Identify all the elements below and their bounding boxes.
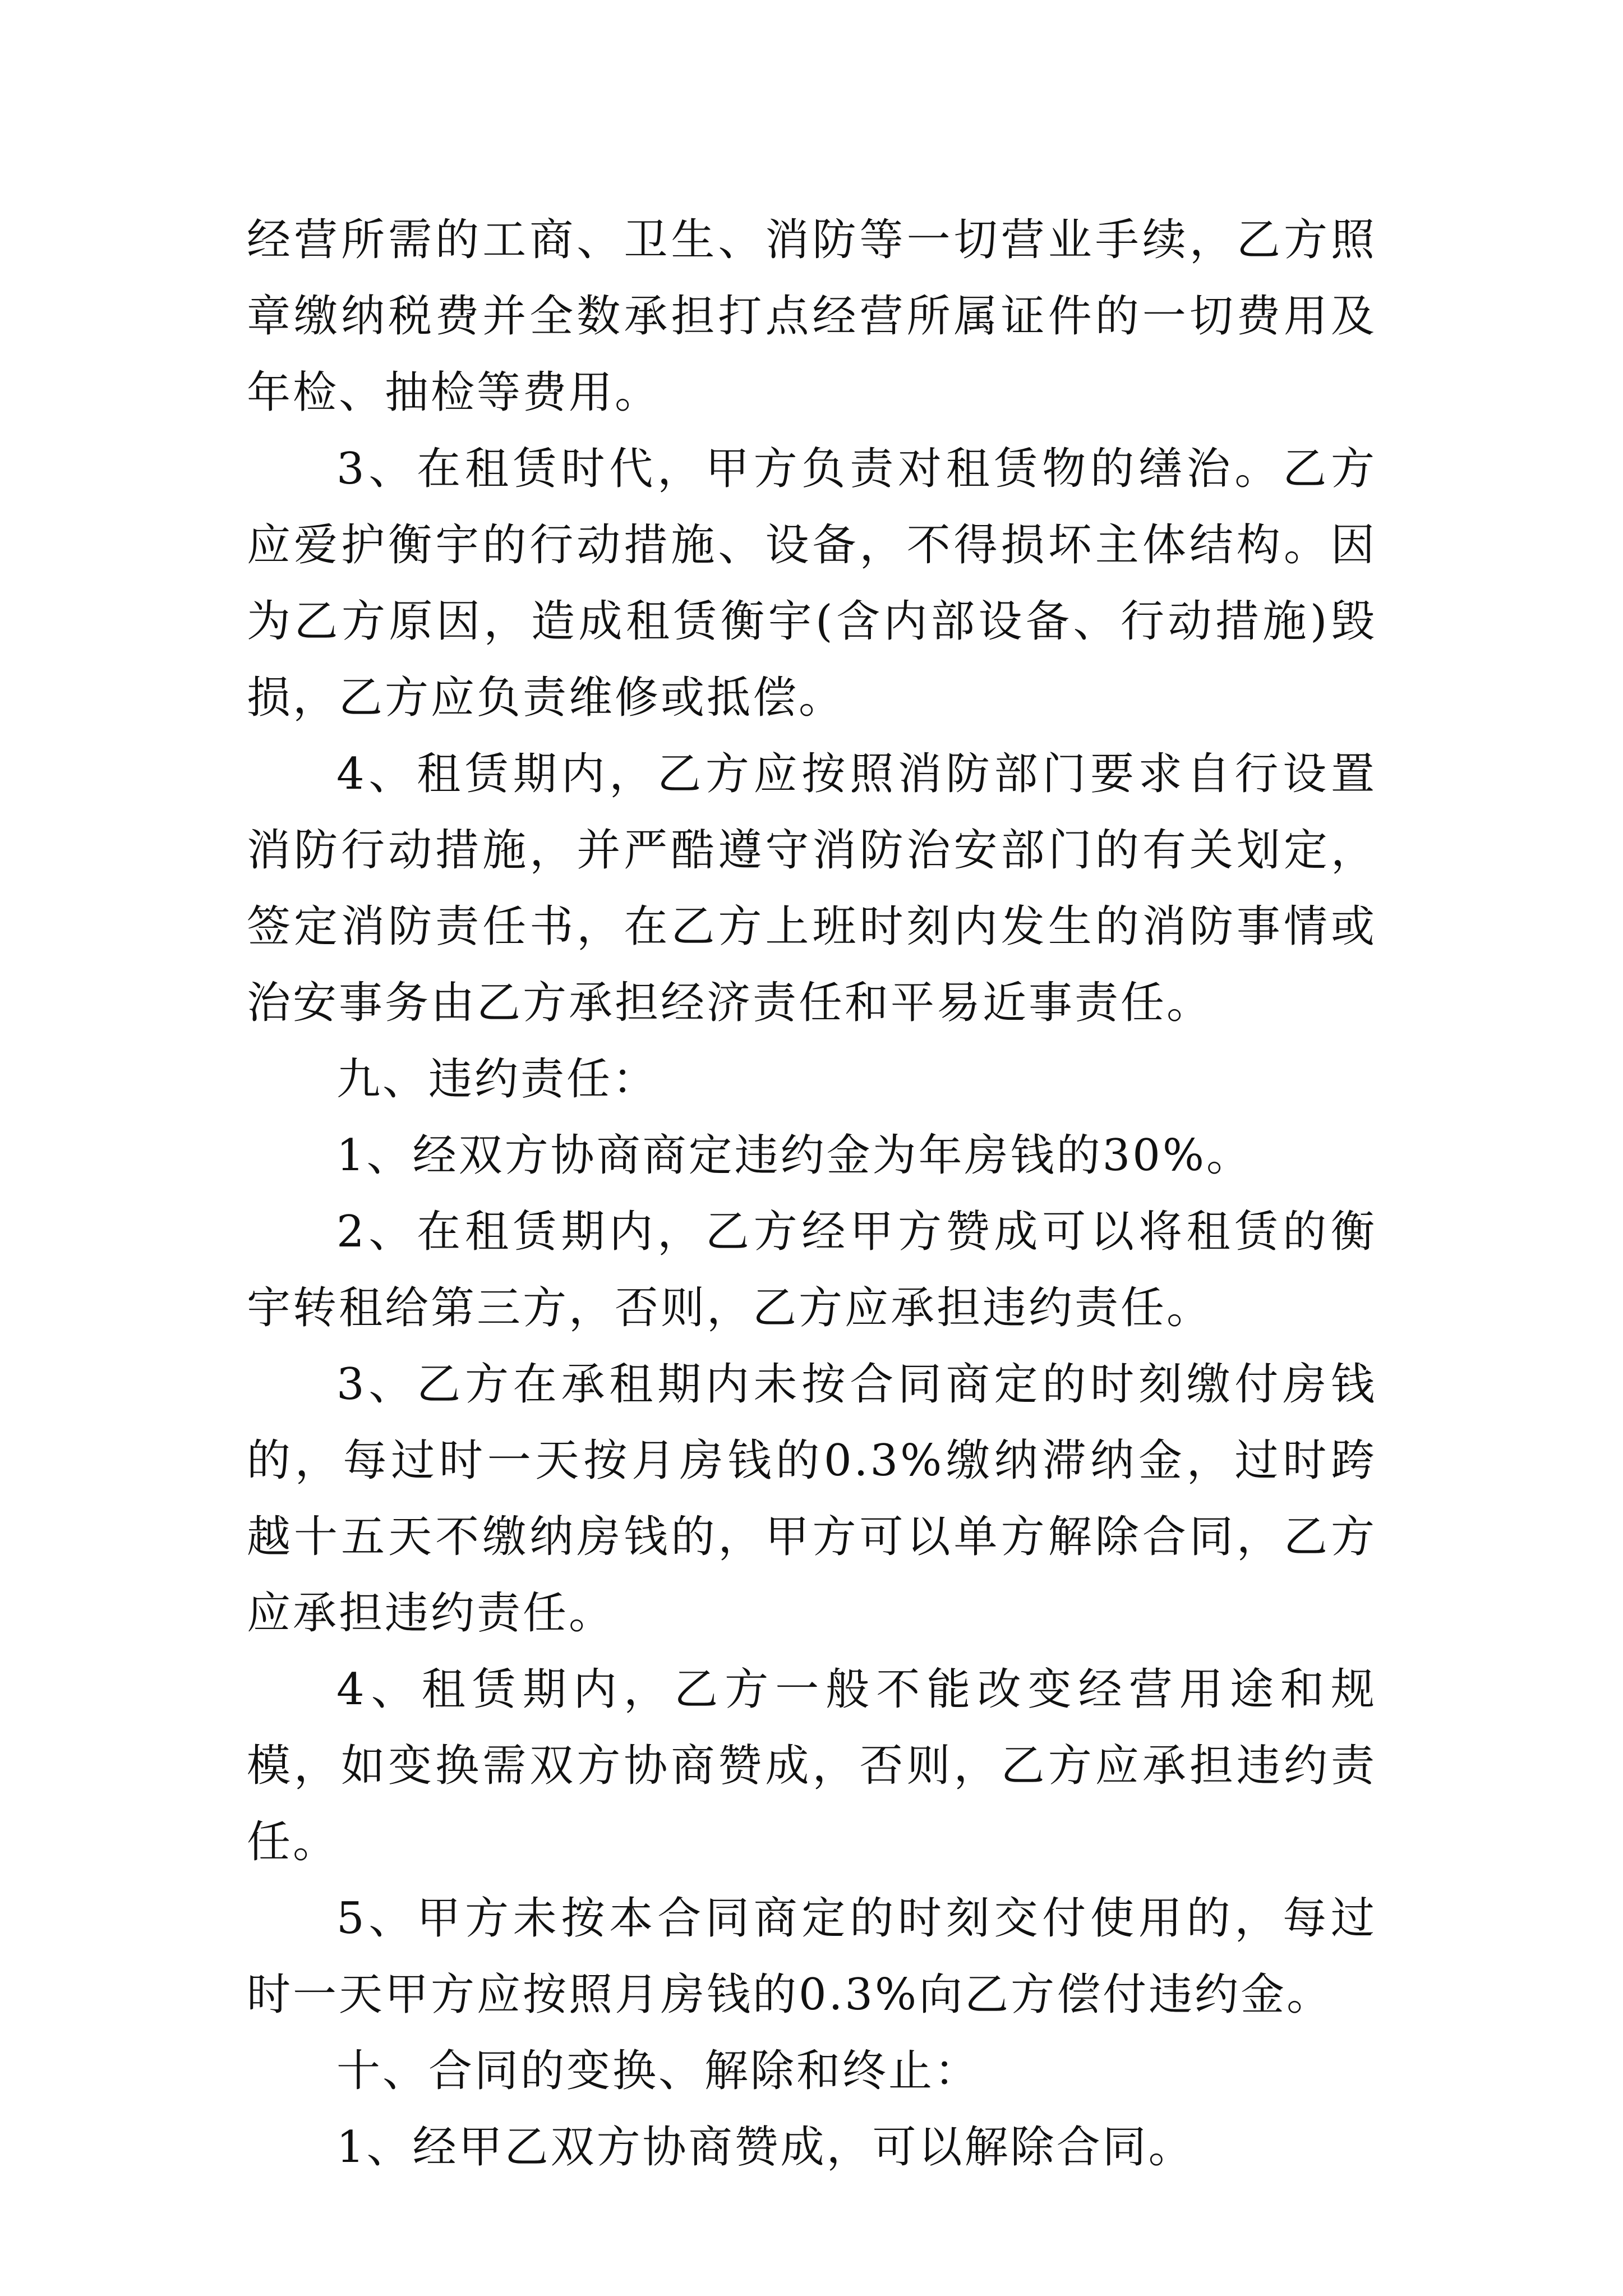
section-heading-breach: 九、违约责任：: [336, 1054, 659, 1105]
paragraph-clause-3: 3、在租赁时代，甲方负责对租赁物的缮治。乙方应爱护衡宇的行动措施、设备，不得损坏主体结构。因为乙方原因，造成租赁衡宇(含内部设备、行动措施)毁损，乙方应负责维修或抵偿。: [247, 444, 1377, 723]
section-heading-termination: 十、合同的变换、解除和终止：: [336, 2046, 981, 2096]
paragraph-breach-4: 4、租赁期内，乙方一般不能改变经营用途和规模，如变换需双方协商赞成，否则，乙方应承担违约责任。: [247, 1664, 1377, 1867]
paragraph-continuation: 经营所需的工商、卫生、消防等一切营业手续，乙方照章缴纳税费并全数承担打点经营所属证件的一切费用及年检、抽检等费用。: [247, 215, 1377, 418]
paragraph-clause-4: 4、租赁期内，乙方应按照消防部门要求自行设置消防行动措施，并严酷遵守消防治安部门的有关划定，签定消防责任书，在乙方上班时刻内发生的消防事情或治安事务由乙方承担经济责任和平易近事责任。: [247, 749, 1377, 1028]
paragraph-breach-2: 2、在租赁期内，乙方经甲方赞成可以将租赁的衡宇转租给第三方，否则，乙方应承担违约责任。: [247, 1207, 1377, 1333]
paragraph-termination-1: 1、经甲乙双方协商赞成，可以解除合同。: [336, 2122, 1195, 2173]
paragraph-breach-3: 3、乙方在承租期内未按合同商定的时刻缴付房钱的，每过时一天按月房钱的0.3%缴纳滞纳金，过时跨越十五天不缴纳房钱的，甲方可以单方解除合同，乙方应承担违约责任。: [247, 1359, 1377, 1639]
document-body: [247, 202, 1377, 2185]
paragraph-breach-1: 1、经双方协商商定违约金为年房钱的30%。: [336, 1130, 1252, 1181]
paragraph-breach-5: 5、甲方未按本合同商定的时刻交付使用的，每过时一天甲方应按照月房钱的0.3%向乙方偿付违约金。: [247, 1893, 1377, 2020]
